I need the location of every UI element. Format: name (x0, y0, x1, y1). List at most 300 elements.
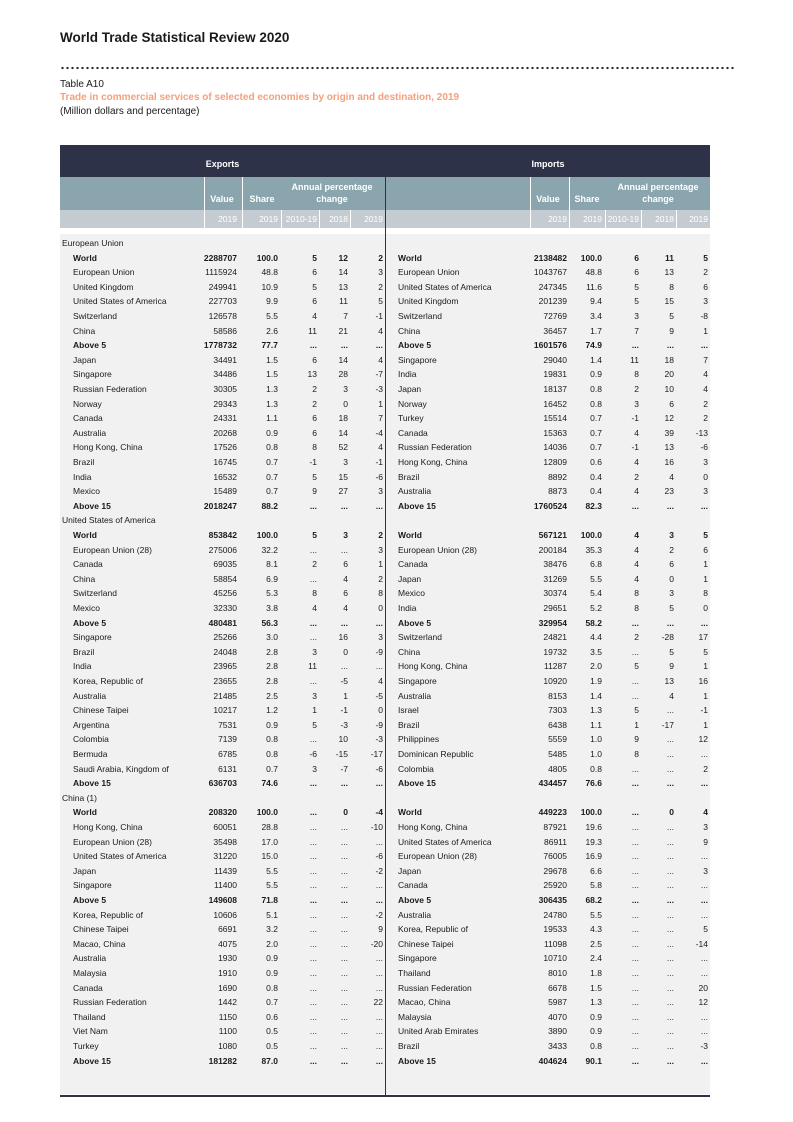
export-cell: -10 (370, 822, 383, 832)
import-cell: ... (666, 778, 674, 789)
imports-year-label: 2018 (655, 214, 674, 224)
export-cell: 11 (339, 296, 348, 307)
export-cell: United Kingdom (73, 281, 134, 292)
export-cell: 1 (343, 690, 348, 701)
column-separator (569, 177, 570, 228)
import-cell: 8873 (548, 486, 567, 497)
export-cell: World (73, 530, 97, 540)
import-cell: 0.8 (590, 384, 602, 394)
export-cell: Above 5 (73, 340, 107, 351)
export-cell: ... (375, 617, 383, 628)
import-cell: European Union (28) (398, 544, 477, 555)
import-cell: 9 (634, 734, 639, 745)
export-cell: 2 (312, 384, 317, 394)
import-cell: 1.1 (590, 719, 602, 730)
import-cell: 1.3 (590, 997, 602, 1008)
import-cell: -6 (700, 442, 708, 453)
table-title: Trade in commercial services of selected economies by origin and destination, 2019 (60, 92, 460, 103)
import-cell: 4805 (548, 763, 567, 774)
import-cell: 58.2 (585, 617, 602, 628)
export-cell: Thailand (73, 1011, 106, 1022)
export-cell: 8 (378, 588, 383, 599)
export-cell: ... (375, 1041, 383, 1051)
export-cell: ... (375, 1011, 383, 1022)
import-cell: 25920 (543, 880, 567, 891)
import-cell: 4 (703, 369, 708, 380)
export-cell: 0.8 (266, 982, 278, 993)
import-cell: ... (666, 880, 674, 891)
column-separator (319, 210, 320, 228)
export-cell: Switzerland (73, 311, 117, 321)
export-cell: ... (340, 953, 348, 964)
export-cell: 15 (338, 471, 348, 482)
export-cell: -7 (340, 763, 348, 774)
import-cell: 404624 (538, 1055, 567, 1066)
import-cell: ... (631, 1041, 639, 1051)
import-cell: Australia (398, 690, 432, 701)
import-cell: 4 (634, 530, 639, 540)
export-cell: 5.5 (266, 865, 278, 876)
export-cell: Above 5 (73, 617, 107, 628)
export-cell: 181282 (208, 1055, 237, 1066)
import-cell: 0 (703, 471, 708, 482)
import-cell: 5485 (548, 749, 567, 759)
export-cell: ... (340, 997, 348, 1008)
export-cell: India (73, 471, 92, 482)
export-cell: 2 (378, 252, 383, 263)
import-cell: 2138482 (533, 252, 567, 263)
exports-imports-divider (385, 145, 386, 1096)
import-cell: 329954 (538, 617, 567, 628)
export-cell: 87.0 (261, 1055, 278, 1066)
import-cell: 449223 (538, 807, 567, 818)
import-cell: 7303 (548, 705, 567, 716)
import-cell: China (398, 325, 421, 336)
table-unit: (Million dollars and percentage) (60, 106, 200, 117)
export-cell: -1 (375, 457, 383, 467)
import-cell: 3 (703, 486, 708, 497)
export-cell: 29343 (213, 398, 237, 409)
import-cell: 4 (669, 690, 674, 701)
export-cell: 0.8 (266, 734, 278, 745)
import-cell: ... (631, 807, 639, 818)
import-cell: 1.5 (590, 982, 602, 993)
import-cell: 23 (664, 486, 674, 497)
export-cell: 1.3 (266, 384, 278, 394)
export-cell: -4 (375, 427, 383, 438)
import-cell: 0.4 (590, 471, 602, 482)
import-cell: Colombia (398, 763, 434, 774)
import-cell: 100.0 (580, 530, 602, 540)
import-cell: 1.0 (590, 749, 602, 759)
export-cell: 0.8 (266, 442, 278, 453)
export-cell: 100.0 (256, 252, 278, 263)
import-cell: 5.4 (590, 588, 602, 599)
import-cell: ... (631, 340, 639, 351)
import-cell: Canada (398, 427, 428, 438)
import-cell: 4 (634, 486, 639, 497)
import-cell: ... (666, 938, 674, 949)
import-cell: Mexico (398, 588, 425, 599)
import-cell: 35.3 (585, 544, 602, 555)
import-cell: 12 (698, 734, 708, 745)
export-cell: -2 (375, 909, 383, 920)
export-cell: 11400 (213, 880, 237, 891)
export-cell: 208320 (208, 807, 237, 818)
export-cell: 1 (312, 705, 317, 716)
import-cell: 87921 (543, 822, 567, 832)
export-cell: 4 (378, 354, 383, 365)
import-cell: Dominican Republic (398, 749, 474, 759)
export-cell: 17526 (213, 442, 237, 453)
export-cell: 3 (312, 690, 317, 701)
export-cell: 25266 (213, 632, 237, 643)
export-cell: 100.0 (256, 530, 278, 540)
export-cell: ... (340, 880, 348, 891)
import-cell: ... (700, 851, 708, 862)
export-cell: ... (375, 895, 383, 905)
export-cell: -6 (375, 471, 383, 482)
import-cell: 2 (669, 544, 674, 555)
export-cell: 7 (378, 413, 383, 424)
export-cell: Malaysia (73, 968, 107, 978)
export-cell: 6 (312, 427, 317, 438)
export-cell: 15489 (213, 486, 237, 497)
export-cell: Singapore (73, 632, 112, 643)
export-cell: 3 (312, 646, 317, 657)
import-cell: 2 (703, 763, 708, 774)
export-cell: European Union (28) (73, 544, 152, 555)
import-cell: ... (631, 880, 639, 891)
import-cell: 0.6 (590, 457, 602, 467)
export-cell: Korea, Republic of (73, 676, 143, 686)
export-cell: 2 (312, 398, 317, 409)
import-cell: 0.9 (590, 369, 602, 380)
export-cell: 5 (312, 719, 317, 730)
import-cell: 6 (703, 281, 708, 292)
import-cell: 16.9 (585, 851, 602, 862)
export-cell: 21485 (213, 690, 237, 701)
export-cell: 126578 (208, 311, 237, 321)
export-cell: -15 (335, 749, 348, 759)
import-cell: ... (700, 500, 708, 511)
export-cell: 0.6 (266, 1011, 278, 1022)
import-cell: 16 (664, 457, 674, 467)
import-cell: 9 (669, 661, 674, 672)
export-cell: ... (340, 924, 348, 935)
import-cell: ... (631, 938, 639, 949)
export-cell: Singapore (73, 880, 112, 891)
import-cell: 2 (703, 413, 708, 424)
import-cell: 4070 (548, 1011, 567, 1022)
export-cell: 14 (338, 267, 348, 278)
import-cell: 3.4 (590, 311, 602, 321)
export-cell: 10.9 (261, 281, 278, 292)
import-cell: Brazil (398, 471, 420, 482)
import-cell: 5 (703, 924, 708, 935)
exports-annual-change-header: Annual percentage change (291, 182, 373, 204)
export-cell: 0.7 (266, 471, 278, 482)
export-cell: -3 (340, 719, 348, 730)
export-cell: ... (375, 836, 383, 847)
import-cell: 1.0 (590, 734, 602, 745)
import-cell: Above 15 (398, 500, 436, 511)
export-cell: 3.2 (266, 924, 278, 935)
export-cell: -4 (375, 807, 383, 818)
export-cell: 1.1 (266, 413, 278, 424)
import-cell: 5 (634, 705, 639, 716)
import-cell: European Union (398, 267, 460, 278)
export-cell: -1 (309, 457, 317, 467)
export-cell: Australia (73, 427, 107, 438)
export-cell: 4 (312, 603, 317, 613)
import-cell: ... (700, 968, 708, 978)
import-cell: ... (666, 822, 674, 832)
export-cell: Japan (73, 865, 97, 876)
import-cell: 5 (669, 646, 674, 657)
export-cell: 1910 (218, 968, 237, 978)
import-cell: 4 (703, 384, 708, 394)
export-cell: 227703 (208, 296, 237, 307)
import-cell: United States of America (398, 281, 492, 292)
column-separator (605, 210, 606, 228)
import-cell: 6 (634, 252, 639, 263)
export-cell: 23655 (213, 676, 237, 686)
import-cell: ... (631, 851, 639, 862)
export-cell: Switzerland (73, 588, 117, 599)
export-cell: ... (375, 1026, 383, 1037)
import-cell: 100.0 (580, 807, 602, 818)
import-cell: 90.1 (585, 1055, 602, 1066)
exports-header: Exports (205, 159, 240, 169)
export-cell: 5 (378, 296, 383, 307)
import-cell: 15 (664, 296, 674, 307)
column-separator (242, 177, 243, 228)
export-cell: Turkey (73, 1041, 99, 1051)
export-cell: 2 (378, 281, 383, 292)
import-cell: 5 (669, 311, 674, 321)
export-cell: 28.8 (261, 822, 278, 832)
import-cell: 2 (634, 384, 639, 394)
export-cell: 74.6 (261, 778, 278, 789)
import-cell: ... (631, 690, 639, 701)
export-cell: 6 (312, 296, 317, 307)
export-cell: 28 (338, 369, 348, 380)
import-cell: Above 5 (398, 340, 432, 351)
export-cell: 24048 (213, 646, 237, 657)
export-cell: 35498 (213, 836, 237, 847)
export-cell: -17 (370, 749, 383, 759)
import-cell: ... (700, 953, 708, 964)
export-cell: ... (309, 953, 317, 964)
export-cell: Canada (73, 559, 103, 570)
import-cell: 1.3 (590, 705, 602, 716)
export-cell: China (73, 573, 96, 584)
export-cell: Above 15 (73, 1055, 111, 1066)
import-cell: 3 (634, 311, 639, 321)
column-separator (641, 210, 642, 228)
export-cell: ... (375, 982, 383, 993)
export-cell: 7139 (218, 734, 237, 745)
export-cell: 0.5 (266, 1026, 278, 1037)
export-cell: 7 (343, 311, 348, 321)
import-cell: 1.7 (590, 325, 602, 336)
import-cell: 1.4 (590, 690, 602, 701)
import-cell: 2.4 (590, 953, 602, 964)
import-cell: 5 (634, 661, 639, 672)
import-cell: 18137 (543, 384, 567, 394)
import-cell: ... (700, 880, 708, 891)
import-cell: 4 (669, 471, 674, 482)
export-cell: ... (340, 544, 348, 555)
export-cell: 0.7 (266, 486, 278, 497)
export-cell: ... (309, 1055, 317, 1066)
import-cell: 1.8 (590, 968, 602, 978)
import-cell: 4 (634, 457, 639, 467)
import-cell: 4 (634, 544, 639, 555)
import-cell: 12 (698, 997, 708, 1008)
export-cell: 8 (312, 442, 317, 453)
column-separator (204, 177, 205, 228)
imports-value-header: Value (536, 194, 560, 204)
export-cell: 1690 (218, 982, 237, 993)
import-cell: 0.9 (590, 1011, 602, 1022)
import-cell: 6678 (548, 982, 567, 993)
import-cell: 0.7 (590, 427, 602, 438)
export-cell: World (73, 252, 97, 263)
import-cell: 3 (703, 296, 708, 307)
export-cell: 20268 (213, 427, 237, 438)
export-cell: 1150 (218, 1011, 237, 1022)
import-cell: 17 (698, 632, 708, 643)
export-cell: ... (309, 1011, 317, 1022)
export-cell: 3 (378, 267, 383, 278)
export-cell: ... (340, 865, 348, 876)
import-cell: 1.4 (590, 354, 602, 365)
import-cell: 5.5 (590, 909, 602, 920)
export-cell: 0.9 (266, 953, 278, 964)
export-cell: 480481 (208, 617, 237, 628)
import-cell: ... (700, 1026, 708, 1037)
export-cell: Saudi Arabia, Kingdom of (73, 763, 169, 774)
export-cell: -2 (375, 865, 383, 876)
export-cell: 1778732 (203, 340, 237, 351)
import-cell: Russian Federation (398, 982, 472, 993)
import-cell: 11098 (543, 938, 567, 949)
import-cell: Chinese Taipei (398, 938, 454, 949)
import-cell: ... (666, 734, 674, 745)
export-cell: 1 (378, 559, 383, 570)
export-cell: ... (309, 340, 317, 351)
import-cell: ... (631, 778, 639, 789)
export-cell: 6 (343, 559, 348, 570)
import-cell: ... (700, 617, 708, 628)
export-cell: 9.9 (266, 296, 278, 307)
import-cell: 6 (634, 267, 639, 278)
import-cell: 7 (703, 354, 708, 365)
import-cell: 19533 (543, 924, 567, 935)
export-cell: -20 (370, 938, 383, 949)
import-cell: 3890 (548, 1026, 567, 1037)
import-cell: Malaysia (398, 1011, 432, 1022)
column-separator (281, 210, 282, 228)
export-cell: Above 5 (73, 895, 107, 905)
export-cell: 149608 (208, 895, 237, 905)
import-cell: 14036 (543, 442, 567, 453)
import-cell: India (398, 603, 417, 613)
export-cell: Brazil (73, 457, 95, 467)
export-cell: 48.8 (261, 267, 278, 278)
import-cell: 9.4 (590, 296, 602, 307)
import-cell: 15363 (543, 427, 567, 438)
export-cell: ... (340, 836, 348, 847)
import-cell: 247345 (538, 281, 567, 292)
import-cell: 6 (669, 398, 674, 409)
import-cell: ... (666, 1026, 674, 1037)
import-cell: 11 (665, 252, 674, 263)
export-cell: 18 (338, 413, 348, 424)
export-cell: -9 (375, 646, 383, 657)
export-cell: ... (375, 778, 383, 789)
exports-year-label: 2010-19 (285, 214, 317, 224)
export-cell: 1.3 (266, 398, 278, 409)
import-cell: Switzerland (398, 632, 442, 643)
export-cell: Colombia (73, 734, 109, 745)
export-cell: European Union (28) (73, 836, 152, 847)
imports-year-label: 2019 (583, 214, 602, 224)
export-cell: Australia (73, 953, 107, 964)
table-label: Table A10 (60, 79, 104, 90)
export-cell: ... (309, 938, 317, 949)
dotted-divider (60, 66, 735, 70)
import-cell: ... (631, 909, 639, 920)
import-cell: 2.0 (590, 661, 602, 672)
export-cell: 4 (378, 325, 383, 336)
import-cell: 1760524 (533, 500, 567, 511)
export-cell: 10 (338, 734, 348, 745)
import-cell: 24821 (543, 632, 567, 643)
import-cell: 4 (634, 427, 639, 438)
export-cell: 69035 (213, 559, 237, 570)
import-cell: 76005 (543, 851, 567, 862)
import-cell: 5 (669, 603, 674, 613)
export-cell: ... (340, 778, 348, 789)
import-cell: 2 (703, 398, 708, 409)
import-cell: 434457 (538, 778, 567, 789)
section-title: United States of America (62, 515, 156, 526)
export-cell: 71.8 (261, 895, 278, 905)
export-cell: ... (375, 661, 383, 672)
export-cell: -1 (340, 705, 348, 716)
export-cell: ... (309, 1026, 317, 1037)
import-cell: Above 5 (398, 895, 432, 905)
import-cell: Canada (398, 880, 428, 891)
imports-year-label: 2019 (548, 214, 567, 224)
import-cell: 5 (703, 646, 708, 657)
export-cell: ... (340, 982, 348, 993)
export-cell: 30305 (213, 384, 237, 394)
export-cell: 0.7 (266, 763, 278, 774)
export-cell: 1.2 (266, 705, 278, 716)
import-cell: -28 (661, 632, 674, 643)
section-title: China (1) (62, 792, 97, 803)
import-cell: 0.7 (590, 413, 602, 424)
export-cell: ... (375, 1055, 383, 1066)
export-cell: 5.5 (266, 880, 278, 891)
export-cell: Chinese Taipei (73, 924, 129, 935)
export-cell: 2.8 (266, 661, 278, 672)
import-cell: Above 5 (398, 617, 432, 628)
